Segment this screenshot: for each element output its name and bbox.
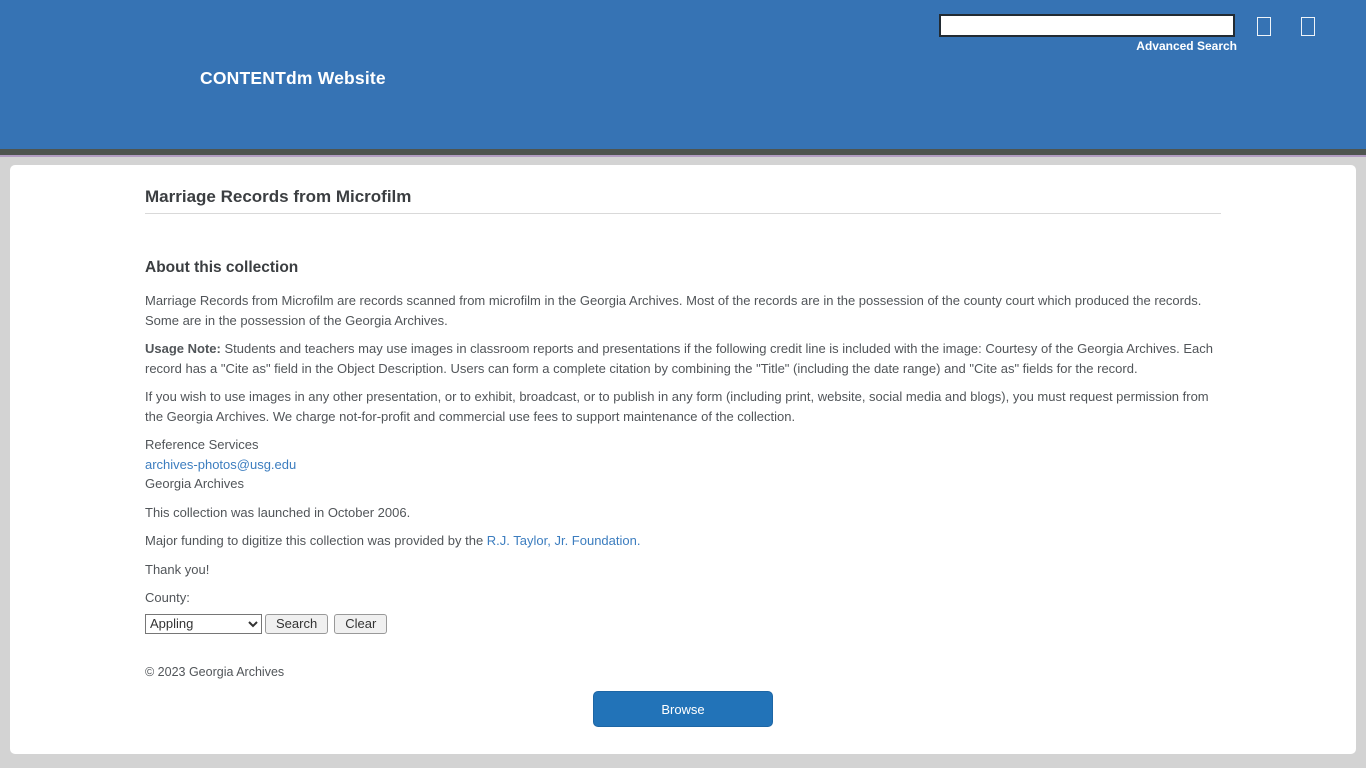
thanks-text: Thank you! xyxy=(145,561,210,577)
about-paragraph-1: Marriage Records from Microfilm are records scanned from microfilm in the Georgia Archives. Most of the records are in the possession of the county court which produced the records. Some are in the possession of the Georgia Archives. xyxy=(145,293,1202,328)
header-divider-purple xyxy=(0,155,1366,157)
county-label: County: xyxy=(145,590,190,605)
main-content-card xyxy=(10,165,1356,754)
about-paragraph-usage-note xyxy=(145,339,1221,378)
site-title: CONTENTdm Website xyxy=(200,68,386,88)
contact-email-link[interactable]: archives-photos@usg.edu xyxy=(145,456,297,472)
browse-button-row xyxy=(10,691,1356,727)
search-input[interactable] xyxy=(939,14,1235,37)
funding-foundation-link[interactable]: R.J. Taylor, Jr. Foundation. xyxy=(486,533,641,548)
browse-button[interactable]: Browse xyxy=(593,691,773,727)
launch-date-text: This collection was launched in October 2006. xyxy=(145,504,411,520)
copyright-text: © 2023 Georgia Archives xyxy=(145,664,285,679)
about-paragraph-permission: If you wish to use images in any other presentation, or to exhibit, broadcast, or to publish in any form (including print, website, social media and blogs), you must request permission from the Georgia Archives. We charge not-for-profit and commercial use fees to support maintenance of the collection. xyxy=(145,389,1209,424)
contact-organization: Georgia Archives xyxy=(145,476,244,491)
county-form xyxy=(145,613,1221,635)
title-divider xyxy=(145,213,1221,214)
missing-glyph-icon[interactable] xyxy=(1257,17,1271,36)
funding-prefix: Major funding to digitize this collection was provided by the xyxy=(145,533,487,548)
site-header xyxy=(0,0,1366,149)
page-title: Marriage Records from Microfilm xyxy=(145,187,412,206)
county-select[interactable] xyxy=(145,614,262,634)
contact-block xyxy=(145,435,1221,494)
funding-text xyxy=(145,531,1221,551)
usage-note-label: Usage Note: xyxy=(145,341,221,356)
advanced-search-link[interactable]: Advanced Search xyxy=(1136,39,1237,53)
about-heading: About this collection xyxy=(145,259,299,276)
collection-about-content xyxy=(10,165,1356,682)
county-search-button[interactable]: Search xyxy=(265,614,328,634)
contact-department: Reference Services xyxy=(145,437,259,452)
usage-note-text: Students and teachers may use images in classroom reports and presentations if the following credit line is included with the image: Courtesy of the Georgia Archives. Each record has a "Cite as" field in the Object Description. Users can form a complete citation by combining the "Title" (including the date range) and "Cite as" fields for the record. xyxy=(145,341,1213,376)
missing-glyph-icon[interactable] xyxy=(1301,17,1315,36)
county-clear-button[interactable]: Clear xyxy=(334,614,387,634)
